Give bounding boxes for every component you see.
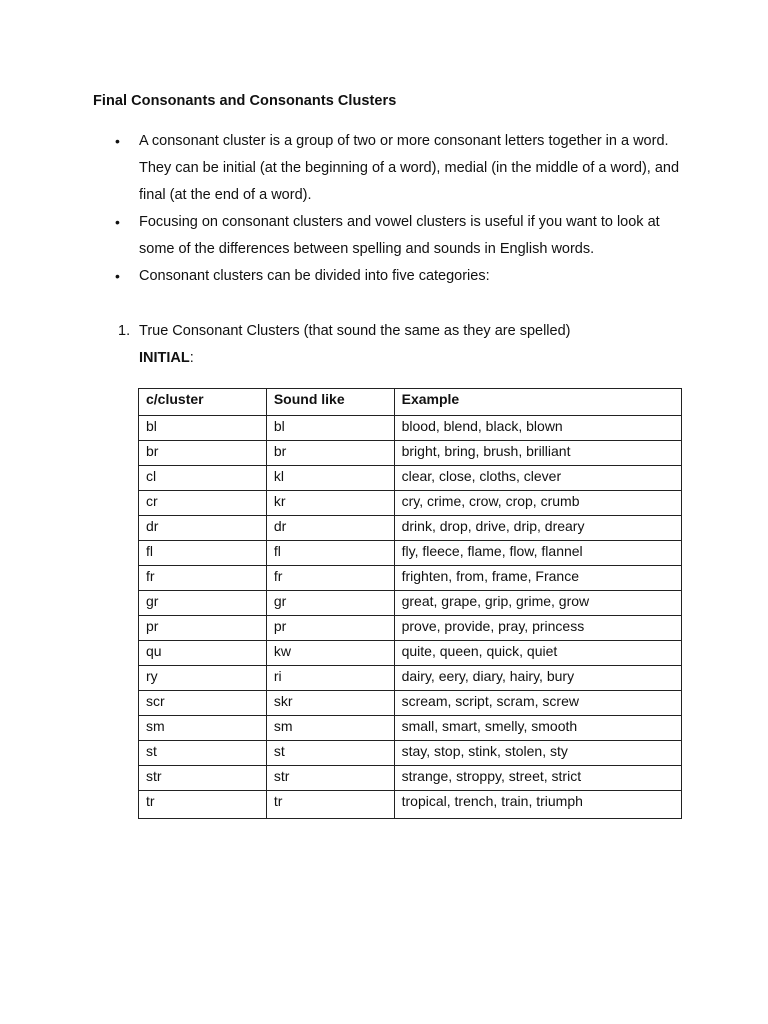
cell-sound: bl — [266, 416, 394, 441]
cell-example: cry, crime, crow, crop, crumb — [394, 491, 681, 516]
cell-cluster: scr — [139, 691, 267, 716]
cell-example: frighten, from, frame, France — [394, 566, 681, 591]
cell-sound: ri — [266, 666, 394, 691]
cell-example: tropical, trench, train, triumph — [394, 791, 681, 819]
cell-cluster: st — [139, 741, 267, 766]
cell-example: blood, blend, black, blown — [394, 416, 681, 441]
cell-cluster: cl — [139, 466, 267, 491]
bullet-text: Consonant clusters can be divided into five categories: — [139, 268, 490, 284]
cell-cluster: br — [139, 441, 267, 466]
bullet-item — [93, 128, 693, 209]
bullet-text: A consonant cluster is a group of two or more consonant letters together in a word. They can be initial (at the beginning of a word), medial (in the middle of a word), and final (at the end of a word). — [139, 133, 680, 203]
cell-sound: sm — [266, 716, 394, 741]
table-row — [139, 616, 682, 641]
cell-example: prove, provide, pray, princess — [394, 616, 681, 641]
table-row — [139, 416, 682, 441]
table-row — [139, 741, 682, 766]
table-row — [139, 666, 682, 691]
cell-cluster: fl — [139, 541, 267, 566]
bullet-list — [93, 128, 693, 290]
cell-example: strange, stroppy, street, strict — [394, 766, 681, 791]
table-header-row — [139, 389, 682, 416]
bullet-item — [93, 209, 693, 263]
cell-example: quite, queen, quick, quiet — [394, 641, 681, 666]
cell-sound: gr — [266, 591, 394, 616]
cluster-table — [138, 388, 682, 819]
table-row — [139, 691, 682, 716]
bullet-marker: • — [115, 133, 120, 149]
table-row — [139, 466, 682, 491]
cell-cluster: gr — [139, 591, 267, 616]
cell-sound: st — [266, 741, 394, 766]
cell-sound: kl — [266, 466, 394, 491]
cell-cluster: pr — [139, 616, 267, 641]
cell-sound: fr — [266, 566, 394, 591]
cell-example: small, smart, smelly, smooth — [394, 716, 681, 741]
header-sound-like: Sound like — [266, 389, 394, 416]
numbered-heading — [118, 318, 678, 345]
initial-label — [139, 345, 194, 372]
cell-cluster: sm — [139, 716, 267, 741]
table-row — [139, 441, 682, 466]
bullet-marker: • — [115, 214, 120, 230]
cell-example: clear, close, cloths, clever — [394, 466, 681, 491]
section-heading: True Consonant Clusters (that sound the same as they are spelled) — [139, 323, 571, 339]
cell-sound: str — [266, 766, 394, 791]
cell-cluster: str — [139, 766, 267, 791]
bullet-item — [93, 263, 693, 290]
cell-cluster: bl — [139, 416, 267, 441]
page-title: Final Consonants and Consonants Clusters — [93, 93, 397, 109]
table-row — [139, 566, 682, 591]
table-body — [139, 416, 682, 819]
cell-cluster: fr — [139, 566, 267, 591]
table-row — [139, 491, 682, 516]
cell-example: bright, bring, brush, brilliant — [394, 441, 681, 466]
cell-cluster: qu — [139, 641, 267, 666]
cell-sound: br — [266, 441, 394, 466]
table-row — [139, 641, 682, 666]
cell-cluster: cr — [139, 491, 267, 516]
cell-sound: dr — [266, 516, 394, 541]
header-cluster: c/cluster — [139, 389, 267, 416]
list-number: 1. — [118, 323, 131, 339]
cell-example: dairy, eery, diary, hairy, bury — [394, 666, 681, 691]
cell-example: stay, stop, stink, stolen, sty — [394, 741, 681, 766]
bullet-marker: • — [115, 268, 120, 284]
table-row — [139, 541, 682, 566]
table-row — [139, 791, 682, 819]
cell-sound: kr — [266, 491, 394, 516]
initial-label-colon: : — [189, 350, 194, 366]
table-row — [139, 516, 682, 541]
initial-label-text: INITIAL — [139, 350, 190, 366]
table-row — [139, 591, 682, 616]
bullet-text: Focusing on consonant clusters and vowel clusters is useful if you want to look at some of the differences between spelling and sounds in English words. — [139, 214, 660, 257]
cell-example: fly, fleece, flame, flow, flannel — [394, 541, 681, 566]
cell-sound: pr — [266, 616, 394, 641]
cell-sound: skr — [266, 691, 394, 716]
cell-example: drink, drop, drive, drip, dreary — [394, 516, 681, 541]
table-row — [139, 716, 682, 741]
cell-sound: tr — [266, 791, 394, 819]
cell-sound: fl — [266, 541, 394, 566]
table-row — [139, 766, 682, 791]
cell-example: great, grape, grip, grime, grow — [394, 591, 681, 616]
cell-sound: kw — [266, 641, 394, 666]
cell-cluster: dr — [139, 516, 267, 541]
cell-cluster: tr — [139, 791, 267, 819]
cell-cluster: ry — [139, 666, 267, 691]
header-example: Example — [394, 389, 681, 416]
cell-example: scream, script, scram, screw — [394, 691, 681, 716]
